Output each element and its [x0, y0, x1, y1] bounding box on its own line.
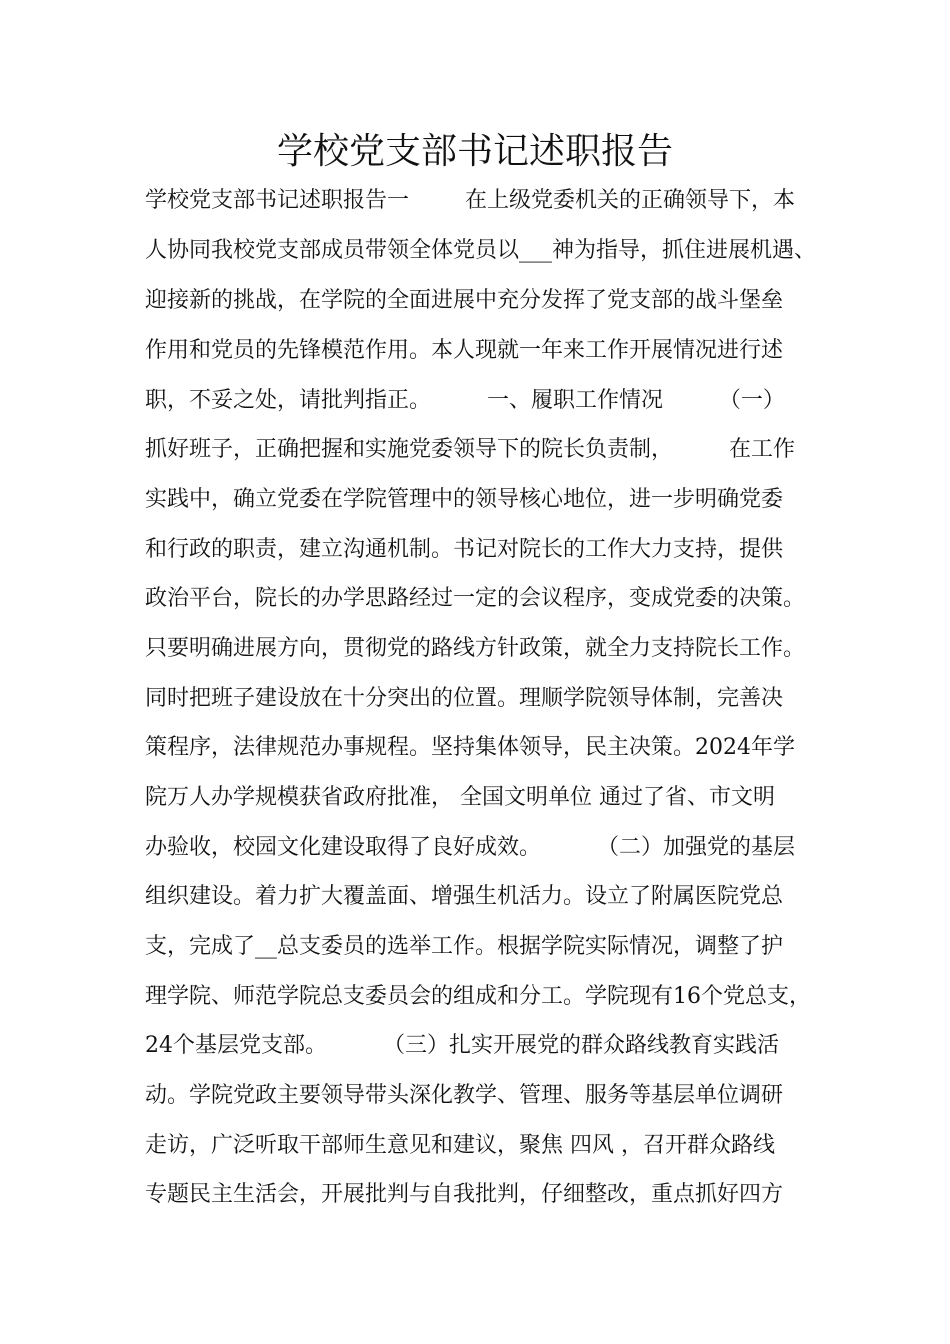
body-line: 理学院、师范学院总支委员会的组成和分工。学院现有16个党总支， — [145, 984, 811, 1009]
body-line: 策程序，法律规范办事规程。坚持集体领导，民主决策。2024年学 — [145, 735, 795, 760]
body-line: 院万人办学规模获省政府批准， 全国文明单位 通过了省、市文明 — [145, 785, 775, 810]
document-title: 学校党支部书记述职报告 — [276, 131, 673, 172]
body-line: 和行政的职责，建立沟通机制。书记对院长的工作大力支持，提供 — [145, 537, 784, 562]
body-line: 动。学院党政主要领导带头深化教学、管理、服务等基层单位调研 — [145, 1083, 784, 1108]
body-line: 支，完成了__总支委员的选举工作。根据学院实际情况，调整了护 — [145, 934, 784, 959]
body-line: 24个基层党支部。 （三）扎实开展党的群众路线教育实践活 — [145, 1033, 779, 1058]
body-line: 学校党支部书记述职报告一 在上级党委机关的正确领导下，本 — [145, 188, 795, 213]
body-line: 同时把班子建设放在十分突出的位置。理顺学院领导体制，完善决 — [145, 686, 784, 711]
body-line: 实践中，确立党委在学院管理中的领导核心地位，进一步明确党委 — [145, 487, 784, 512]
body-line: 抓好班子，正确把握和实施党委领导下的院长负责制， 在工作 — [145, 437, 795, 462]
body-line: 政治平台，院长的办学思路经过一定的会议程序，变成党委的决策。 — [145, 586, 806, 611]
body-line: 作用和党员的先锋模范作用。本人现就一年来工作开展情况进行述 — [145, 338, 784, 363]
body-line: 办验收，校园文化建设取得了良好成效。 （二）加强党的基层 — [145, 835, 795, 860]
body-line: 人协同我校党支部成员带领全体党员以___神为指导，抓住进展机遇、 — [145, 238, 817, 263]
body-line: 组织建设。着力扩大覆盖面、增强生机活力。设立了附属医院党总 — [145, 884, 784, 909]
body-line: 走访，广泛听取干部师生意见和建议，聚焦 四风 ，召开群众路线 — [145, 1133, 775, 1158]
body-line: 职，不妥之处，请批判指正。 一、履职工作情况 （一） — [145, 388, 785, 413]
body-line: 只要明确进展方向，贯彻党的路线方针政策，就全力支持院长工作。 — [145, 636, 806, 661]
body-line: 专题民主生活会，开展批判与自我批判，仔细整改，重点抓好四方 — [145, 1182, 784, 1207]
body-line: 迎接新的挑战，在学院的全面进展中充分发挥了党支部的战斗堡垒 — [145, 288, 784, 313]
